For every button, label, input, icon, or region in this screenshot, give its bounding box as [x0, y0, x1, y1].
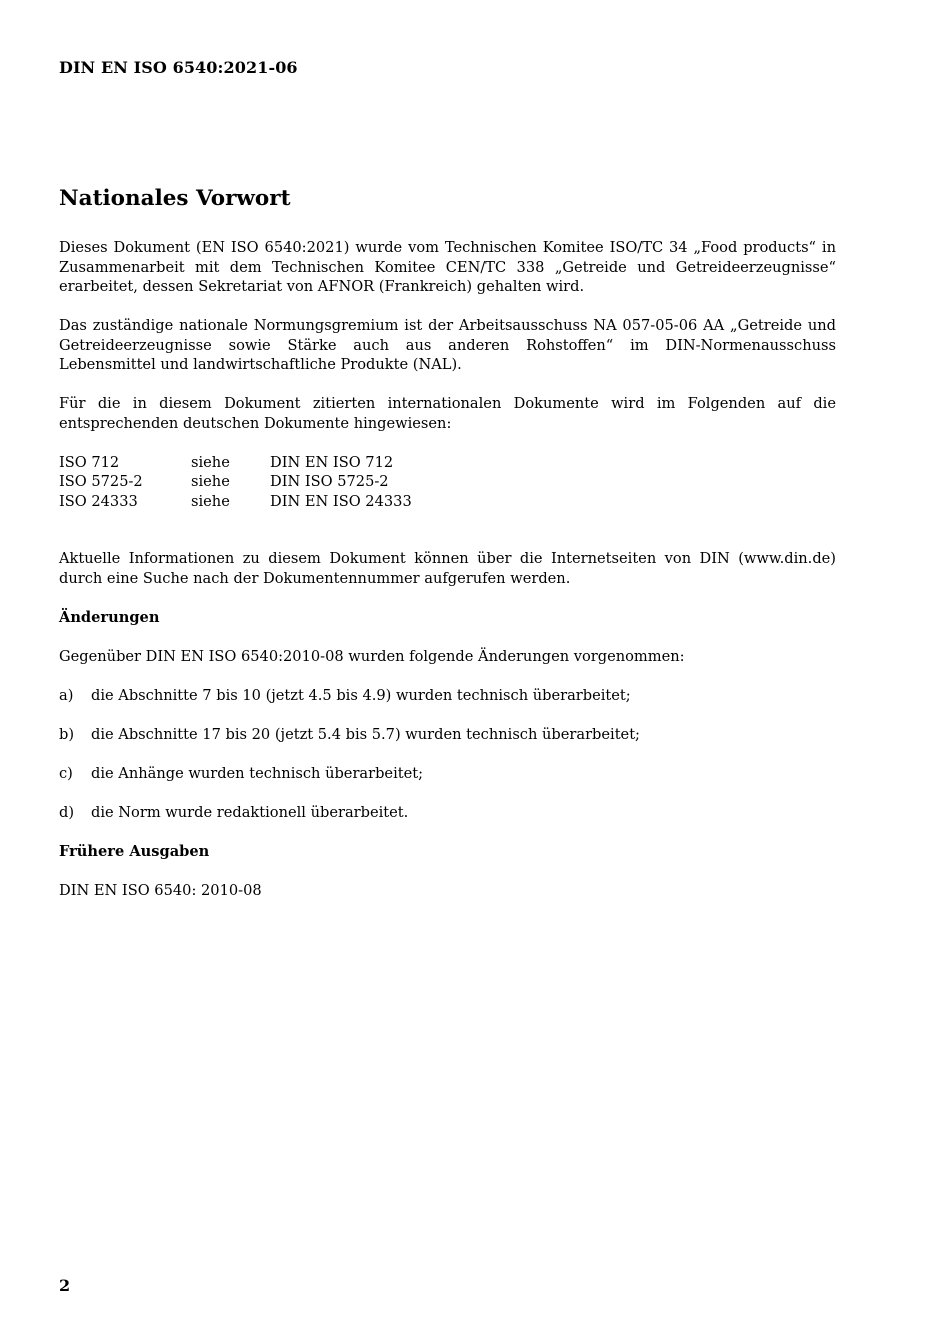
changes-intro: Gegenüber DIN EN ISO 6540:2010-08 wurden folgende Änderungen vorgenommen:	[59, 647, 685, 665]
reference-word: siehe	[191, 453, 230, 471]
main-content	[59, 238, 836, 920]
page-title: Nationales Vorwort	[59, 186, 291, 211]
reference-iso: ISO 712	[59, 453, 120, 471]
reference-word: siehe	[191, 492, 230, 510]
list-item	[59, 725, 836, 745]
reference-row	[59, 492, 836, 512]
list-item	[59, 764, 836, 784]
list-item-text: die Anhänge wurden technisch überarbeitet;	[91, 764, 424, 782]
reference-word: siehe	[191, 473, 230, 490]
reference-table	[59, 453, 836, 512]
list-item-label: a)	[59, 686, 74, 704]
list-item-label: b)	[59, 725, 75, 743]
list-item-label: c)	[59, 764, 73, 782]
list-item-text: die Abschnitte 7 bis 10 (jetzt 4.5 bis 4.9) wurden technisch überarbeitet;	[91, 686, 631, 704]
paragraph-references-intro: Für die in diesem Dokument zitierten internationalen Dokumente wird im Folgenden auf die entsprechenden deutschen Dokumente hingewiesen:	[59, 395, 836, 432]
reference-row	[59, 453, 836, 473]
reference-iso: ISO 5725-2	[59, 473, 143, 490]
paragraph-national-body: Das zuständige nationale Normungsgremium ist der Arbeitsausschuss NA 057-05-06 AA „Getreide und Getreideerzeugnisse sowie Stärke auch aus anderen Rohstoffen“ im DIN-Normenausschuss Lebensmittel und landwirtschaftliche Produkte (NAL).	[59, 317, 836, 373]
changes-heading: Änderungen	[59, 608, 160, 626]
reference-iso: ISO 24333	[59, 492, 138, 510]
previous-editions-heading: Frühere Ausgaben	[59, 842, 210, 860]
document-id-header: DIN EN ISO 6540:2021-06	[59, 58, 298, 77]
reference-din: DIN EN ISO 24333	[270, 492, 412, 510]
list-item-text: die Abschnitte 17 bis 20 (jetzt 5.4 bis 5.7) wurden technisch überarbeitet;	[91, 725, 640, 743]
paragraph-online-info: Aktuelle Informationen zu diesem Dokument können über die Internetseiten von DIN (www.din.de) durch eine Suche nach der Dokumentennummer aufgerufen werden.	[59, 550, 836, 587]
list-item-text: die Norm wurde redaktionell überarbeitet.	[91, 803, 409, 821]
reference-din: DIN ISO 5725-2	[270, 473, 389, 490]
list-item-label: d)	[59, 803, 75, 821]
page-number: 2	[59, 1276, 71, 1295]
paragraph-committee: Dieses Dokument (EN ISO 6540:2021) wurde vom Technischen Komitee ISO/TC 34 „Food products“ in Zusammenarbeit mit dem Technischen Komitee CEN/TC 338 „Getreide und Getreideerzeugnisse“ erarbeitet, dessen Sekretariat von AFNOR (Frankreich) gehalten wird.	[59, 239, 836, 295]
previous-editions-text: DIN EN ISO 6540: 2010-08	[59, 881, 262, 899]
reference-row	[59, 472, 836, 492]
reference-din: DIN EN ISO 712	[270, 453, 394, 471]
list-item	[59, 686, 836, 706]
list-item	[59, 803, 836, 823]
